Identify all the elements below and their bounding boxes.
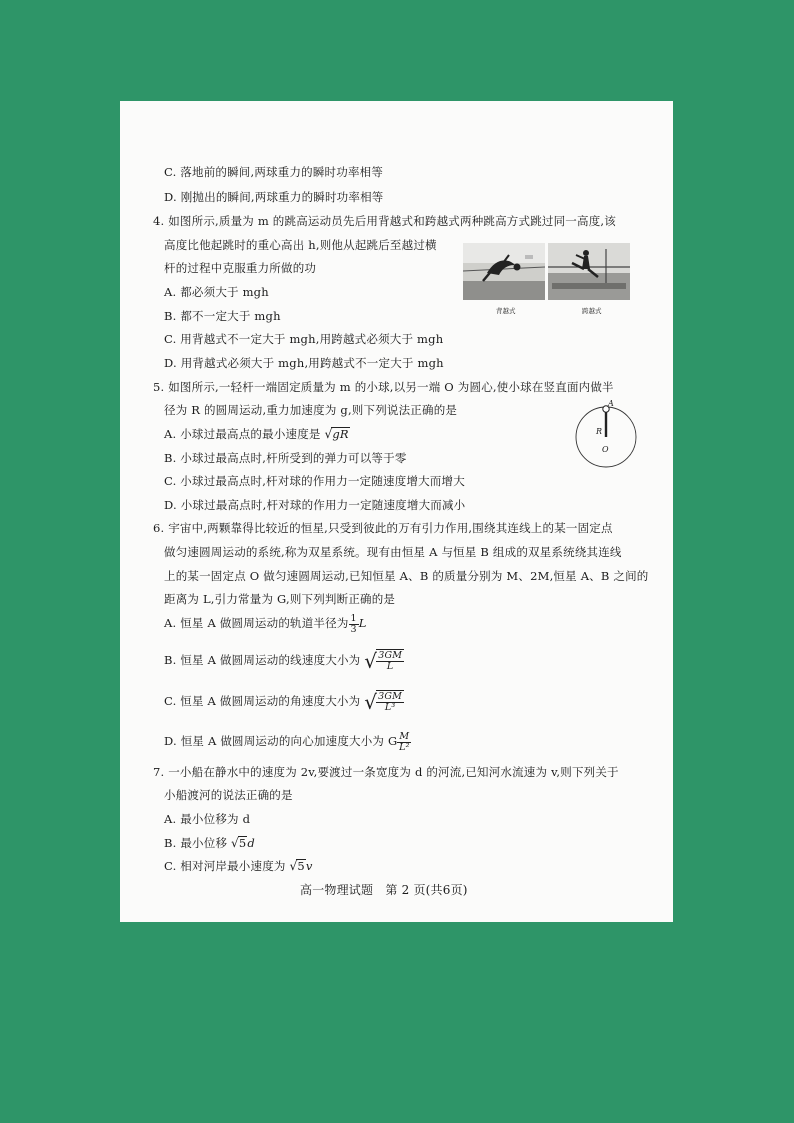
q7-option-a: A. 最小位移为 d [164,812,251,826]
q5-option-d: D. 小球过最高点时,杆对球的作用力一定随速度增大而减小 [164,498,466,512]
fraction-denominator: L [386,661,394,672]
q4-stem-line1: 4. 如图所示,质量为 m 的跳高运动员先后用背越式和跨越式两种跳高方式跳过同一高度,该 [153,214,616,228]
page-footer: 高一物理试题 第 2 页(共6页) [300,883,468,897]
fig-label-a: A [608,399,614,408]
q6-option-d [164,729,411,753]
fraction-numerator: 3GM [378,650,403,661]
sqrt-sign: √ [289,859,298,873]
q6-stem-line1: 6. 宇宙中,两颗靠得比较近的恒星,只受到彼此的万有引力作用,围绕其连线上的某一固定点 [153,521,613,535]
q6-option-b [164,648,404,673]
q3-option-c: C. 落地前的瞬间,两球重力的瞬时功率相等 [164,165,384,179]
q3-option-d: D. 刚抛出的瞬间,两球重力的瞬时功率相等 [164,190,384,204]
q5-stem-line2: 径为 R 的圆周运动,重力加速度为 g,则下列说法正确的是 [164,403,458,417]
fraction-numerator: 1 [350,612,357,624]
high-jump-photo-scissors [548,243,630,300]
fraction-denominator: L³ [384,702,396,713]
q6-option-c [164,689,404,714]
q6-option-d-text: D. 恒星 A 做圆周运动的向心加速度大小为 G [164,734,398,748]
q7-option-b [164,836,255,850]
q6-stem-line3: 上的某一固定点 O 做匀速圆周运动,已知恒星 A、B 的质量分别为 M、2M,恒星 A、B 之间的 [164,569,649,583]
circular-motion-diagram [570,399,640,471]
q4-stem-line3: 杆的过程中克服重力所做的功 [164,261,317,275]
high-jump-photo-fosbury [463,243,545,300]
q7-option-b-text: B. 最小位移 [164,836,228,850]
q5-stem-line1: 5. 如图所示,一轻杆一端固定质量为 m 的小球,以另一端 O 为圆心,使小球在竖直面内做半 [153,380,614,394]
q4-option-c: C. 用背越式不一定大于 mgh,用跨越式必须大于 mgh [164,332,444,346]
q4-option-b: B. 都不一定大于 mgh [164,309,281,323]
q6-option-a-var: L [358,616,367,630]
q7-stem-line1: 7. 一小船在静水中的速度为 2v,要渡过一条宽度为 d 的河流,已知河水流速为 v,则下列关于 [153,765,619,779]
fraction [349,614,359,635]
q6-stem-line2: 做匀速圆周运动的系统,称为双星系统。现有由恒星 A 与恒星 B 组成的双星系统绕其连线 [164,545,622,559]
q7-option-c-var: v [305,859,313,873]
q7-option-c [164,859,313,873]
q7-option-b-var: d [247,836,255,850]
sqrt-sign: √ [324,427,333,441]
q6-stem-line4: 距离为 L,引力常量为 G,则下列判断正确的是 [164,592,396,606]
q5-option-a [164,427,350,441]
sqrt-fraction: √ $\frac{3GM}{L}$ [364,649,403,673]
fraction-numerator: 3GM [378,691,403,702]
sqrt-fraction: √ $\frac{3GM}{\text{L³}}$ [364,690,403,714]
q6-option-a [164,612,367,635]
q5-option-a-text: A. 小球过最高点的最小速度是 [164,427,321,441]
q4-stem-line2: 高度比他起跳时的重心高出 h,则他从起跳后至越过横 [164,238,437,252]
fraction-denominator: L² [399,741,410,753]
fig-label-r: R [596,427,603,436]
fraction-denominator: 3 [350,623,357,635]
q4-option-d: D. 用背越式必须大于 mgh,用跨越式不一定大于 mgh [164,356,444,370]
q6-option-c-text: C. 恒星 A 做圆周运动的角速度大小为 [164,694,361,708]
fraction [397,732,411,753]
q7-option-c-radicand: 5 [297,859,305,873]
q4-option-a: A. 都必须大于 mgh [164,285,269,299]
fig-label-o: O [602,445,609,454]
caption-fosbury: 背越式 [496,307,516,315]
fraction-numerator: M [399,730,410,742]
q7-stem-line2: 小船渡河的说法正确的是 [164,788,293,802]
q5-option-b: B. 小球过最高点时,杆所受到的弹力可以等于零 [164,451,407,465]
q7-option-c-text: C. 相对河岸最小速度为 [164,859,286,873]
q5-option-c: C. 小球过最高点时,杆对球的作用力一定随速度增大而增大 [164,474,465,488]
q5-option-a-radicand: gR [332,427,349,441]
caption-scissors: 跨越式 [582,307,602,315]
exam-page [120,101,673,922]
q7-option-b-radicand: 5 [238,836,247,850]
q6-option-a-text: A. 恒星 A 做圆周运动的轨道半径为 [164,616,349,630]
q6-option-b-text: B. 恒星 A 做圆周运动的线速度大小为 [164,653,361,667]
sqrt-sign: √ [231,836,239,850]
